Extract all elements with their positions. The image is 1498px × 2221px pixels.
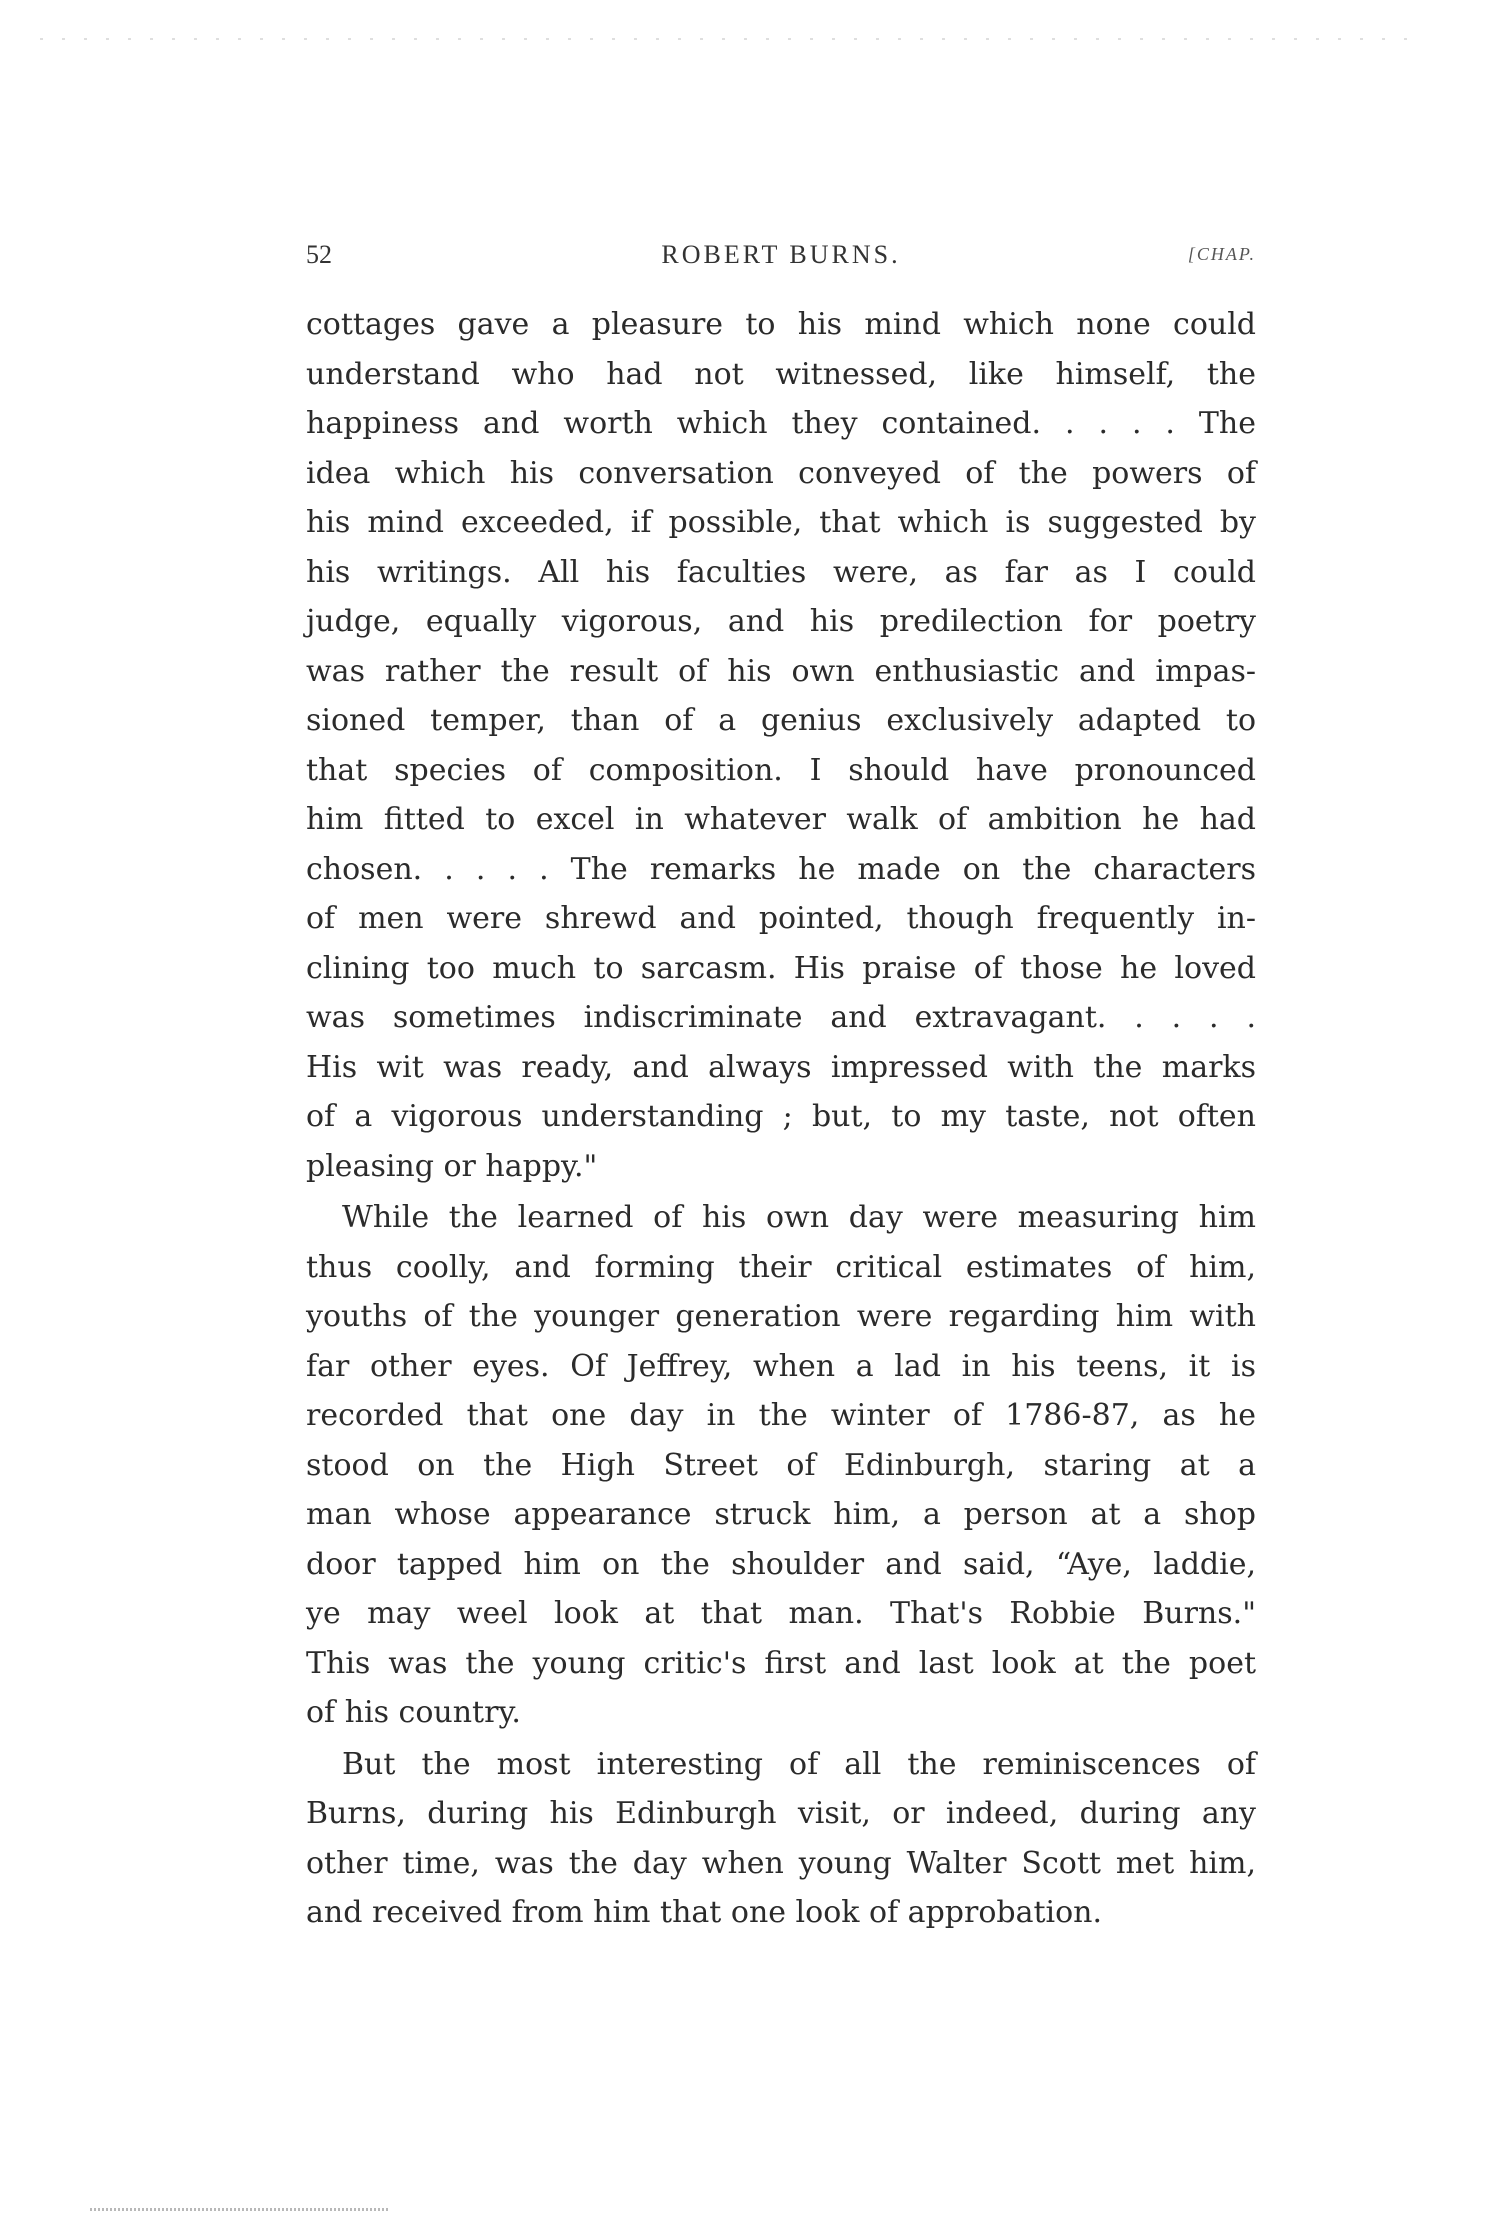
text-line: clining too much to sarcasm. His praise of those he loved bbox=[306, 950, 1256, 986]
text-line: and received from him that one look of approbation. bbox=[306, 1895, 1103, 1930]
paragraph-continuation bbox=[306, 300, 1256, 1191]
paragraph-scott bbox=[306, 1740, 1256, 1938]
body-text bbox=[306, 300, 1256, 1938]
text-line: idea which his conversation conveyed of the powers of bbox=[306, 455, 1256, 491]
text-line: youths of the younger generation were regarding him with bbox=[306, 1299, 1256, 1334]
text-line: his mind exceeded, if possible, that which is suggested by bbox=[306, 505, 1256, 540]
page-number: 52 bbox=[306, 240, 332, 269]
text-line: ye may weel look at that man. That's Robbie Burns." bbox=[306, 1596, 1256, 1631]
text-line: far other eyes. Of Jeffrey, when a lad in his teens, it is bbox=[306, 1348, 1256, 1384]
text-line: While the learned of his own day were measuring him bbox=[342, 1200, 1256, 1235]
text-line: him fitted to excel in whatever walk of ambition he had bbox=[306, 802, 1256, 837]
text-line: His wit was ready, and always impressed with the marks bbox=[306, 1049, 1256, 1085]
text-line: recorded that one day in the winter of 1786-87, as he bbox=[306, 1398, 1256, 1433]
text-line: that species of composition. I should have pronounced bbox=[306, 752, 1256, 788]
text-line: man whose appearance struck him, a person at a shop bbox=[306, 1497, 1256, 1532]
text-line: stood on the High Street of Edinburgh, staring at a bbox=[306, 1447, 1256, 1483]
running-chapter-marker: [CHAP. bbox=[1187, 244, 1256, 264]
text-line: was rather the result of his own enthusiastic and impas- bbox=[306, 653, 1256, 689]
text-line: his writings. All his faculties were, as far as I could bbox=[306, 554, 1256, 590]
text-line: of a vigorous understanding ; but, to my taste, not often bbox=[306, 1099, 1256, 1134]
scan-artifact-bottom bbox=[90, 2208, 390, 2211]
text-line: was sometimes indiscriminate and extravagant. . . . . bbox=[306, 1000, 1256, 1035]
text-line: happiness and worth which they contained. . . . . The bbox=[306, 406, 1256, 441]
text-line: other time, was the day when young Walter Scott met him, bbox=[306, 1845, 1256, 1881]
text-line: thus coolly, and forming their critical estimates of him, bbox=[306, 1249, 1256, 1285]
scan-artifact-top bbox=[40, 38, 1420, 40]
text-line: pleasing or happy." bbox=[306, 1148, 598, 1184]
text-line: chosen. . . . . The remarks he made on the characters bbox=[306, 851, 1256, 887]
text-line: understand who had not witnessed, like himself, the bbox=[306, 356, 1256, 392]
running-head bbox=[306, 240, 1256, 280]
text-line: sioned temper, than of a genius exclusively adapted to bbox=[306, 703, 1256, 738]
text-line: Burns, during his Edinburgh visit, or indeed, during any bbox=[306, 1796, 1256, 1831]
text-line: judge, equally vigorous, and his predilection for poetry bbox=[306, 604, 1256, 639]
text-line: of his country. bbox=[306, 1695, 521, 1730]
paragraph-jeffrey bbox=[306, 1193, 1256, 1738]
text-line: of men were shrewd and pointed, though frequently in- bbox=[306, 901, 1256, 936]
text-line: But the most interesting of all the reminiscences of bbox=[342, 1746, 1256, 1782]
running-title: ROBERT BURNS. bbox=[661, 240, 901, 269]
text-line: door tapped him on the shoulder and said, “Aye, laddie, bbox=[306, 1546, 1256, 1582]
text-line: This was the young critic's first and last look at the poet bbox=[306, 1645, 1256, 1681]
text-line: cottages gave a pleasure to his mind which none could bbox=[306, 307, 1256, 342]
